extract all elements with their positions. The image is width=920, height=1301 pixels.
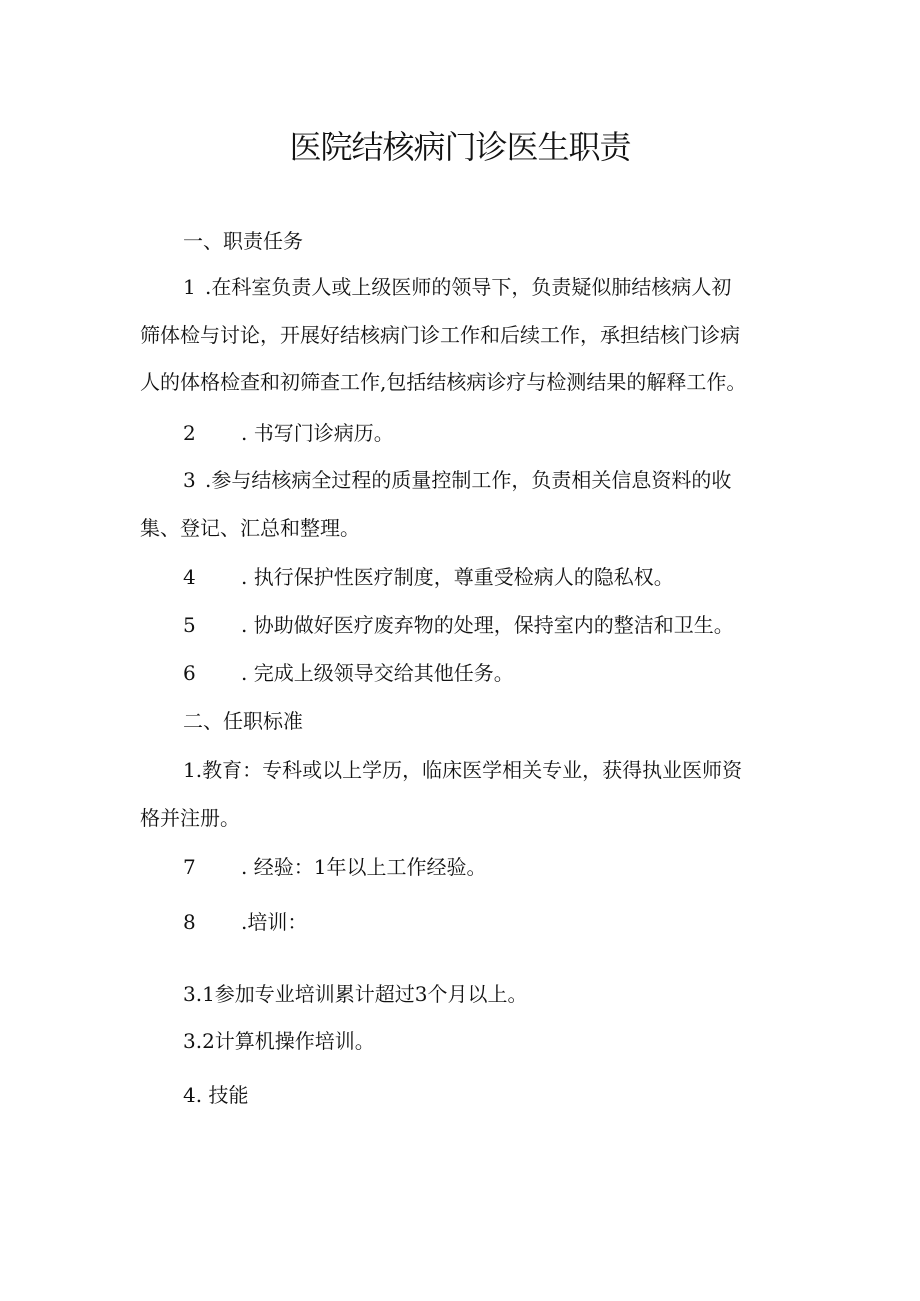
duty-item-1-line-1 (183, 272, 731, 302)
item-number: 7 (183, 855, 196, 879)
duty-item-1-line-2: 筛体检与讨论，开展好结核病门诊工作和后续工作，承担结核门诊病 (140, 323, 740, 347)
item-text: . 书写门诊病历。 (241, 421, 394, 445)
item-number: 5 (183, 613, 196, 637)
item-text: . 协助做好医疗废弃物的处理，保持室内的整洁和卫生。 (241, 613, 734, 637)
qualification-item-7 (183, 852, 486, 882)
duty-item-5 (183, 610, 734, 640)
section-heading-duties: 一、职责任务 (183, 229, 303, 253)
item-text: .在科室负责人或上级医师的领导下，负责疑似肺结核病人初 (205, 275, 732, 299)
duty-item-3-line-2: 集、登记、汇总和整理。 (140, 516, 360, 540)
item-number: 1 (183, 275, 196, 299)
section-heading-qualifications: 二、任职标准 (183, 709, 303, 733)
item-number: 2 (183, 421, 196, 445)
training-sub-item-3-2: 3.2计算机操作培训。 (183, 1029, 375, 1053)
duty-item-4 (183, 562, 674, 592)
document-title: 医院结核病门诊医生职责 (289, 128, 631, 166)
training-sub-item-3-1: 3.1参加专业培训累计超过3个月以上。 (183, 982, 528, 1006)
qualification-item-8 (183, 907, 307, 937)
duty-item-3-line-1 (183, 465, 731, 495)
item-text: .参与结核病全过程的质量控制工作，负责相关信息资料的收 (205, 468, 732, 492)
item-text: . 执行保护性医疗制度，尊重受检病人的隐私权。 (241, 565, 674, 589)
qualification-skills: 4. 技能 (183, 1083, 249, 1107)
item-text: . 完成上级领导交给其他任务。 (241, 661, 514, 685)
item-text: . 经验：1年以上工作经验。 (241, 855, 487, 879)
duty-item-1-line-3: 人的体格检查和初筛查工作,包括结核病诊疗与检测结果的解释工作。 (140, 370, 747, 394)
item-number: 4 (183, 565, 196, 589)
item-number: 3 (183, 468, 196, 492)
duty-item-2 (183, 418, 394, 448)
item-number: 6 (183, 661, 196, 685)
item-number: 8 (183, 910, 196, 934)
duty-item-6 (183, 658, 514, 688)
qualification-education-line-1: 1.教育：专科或以上学历，临床医学相关专业，获得执业医师资 (183, 758, 743, 782)
qualification-education-line-2: 格并注册。 (140, 806, 240, 830)
item-text: .培训： (241, 910, 308, 934)
